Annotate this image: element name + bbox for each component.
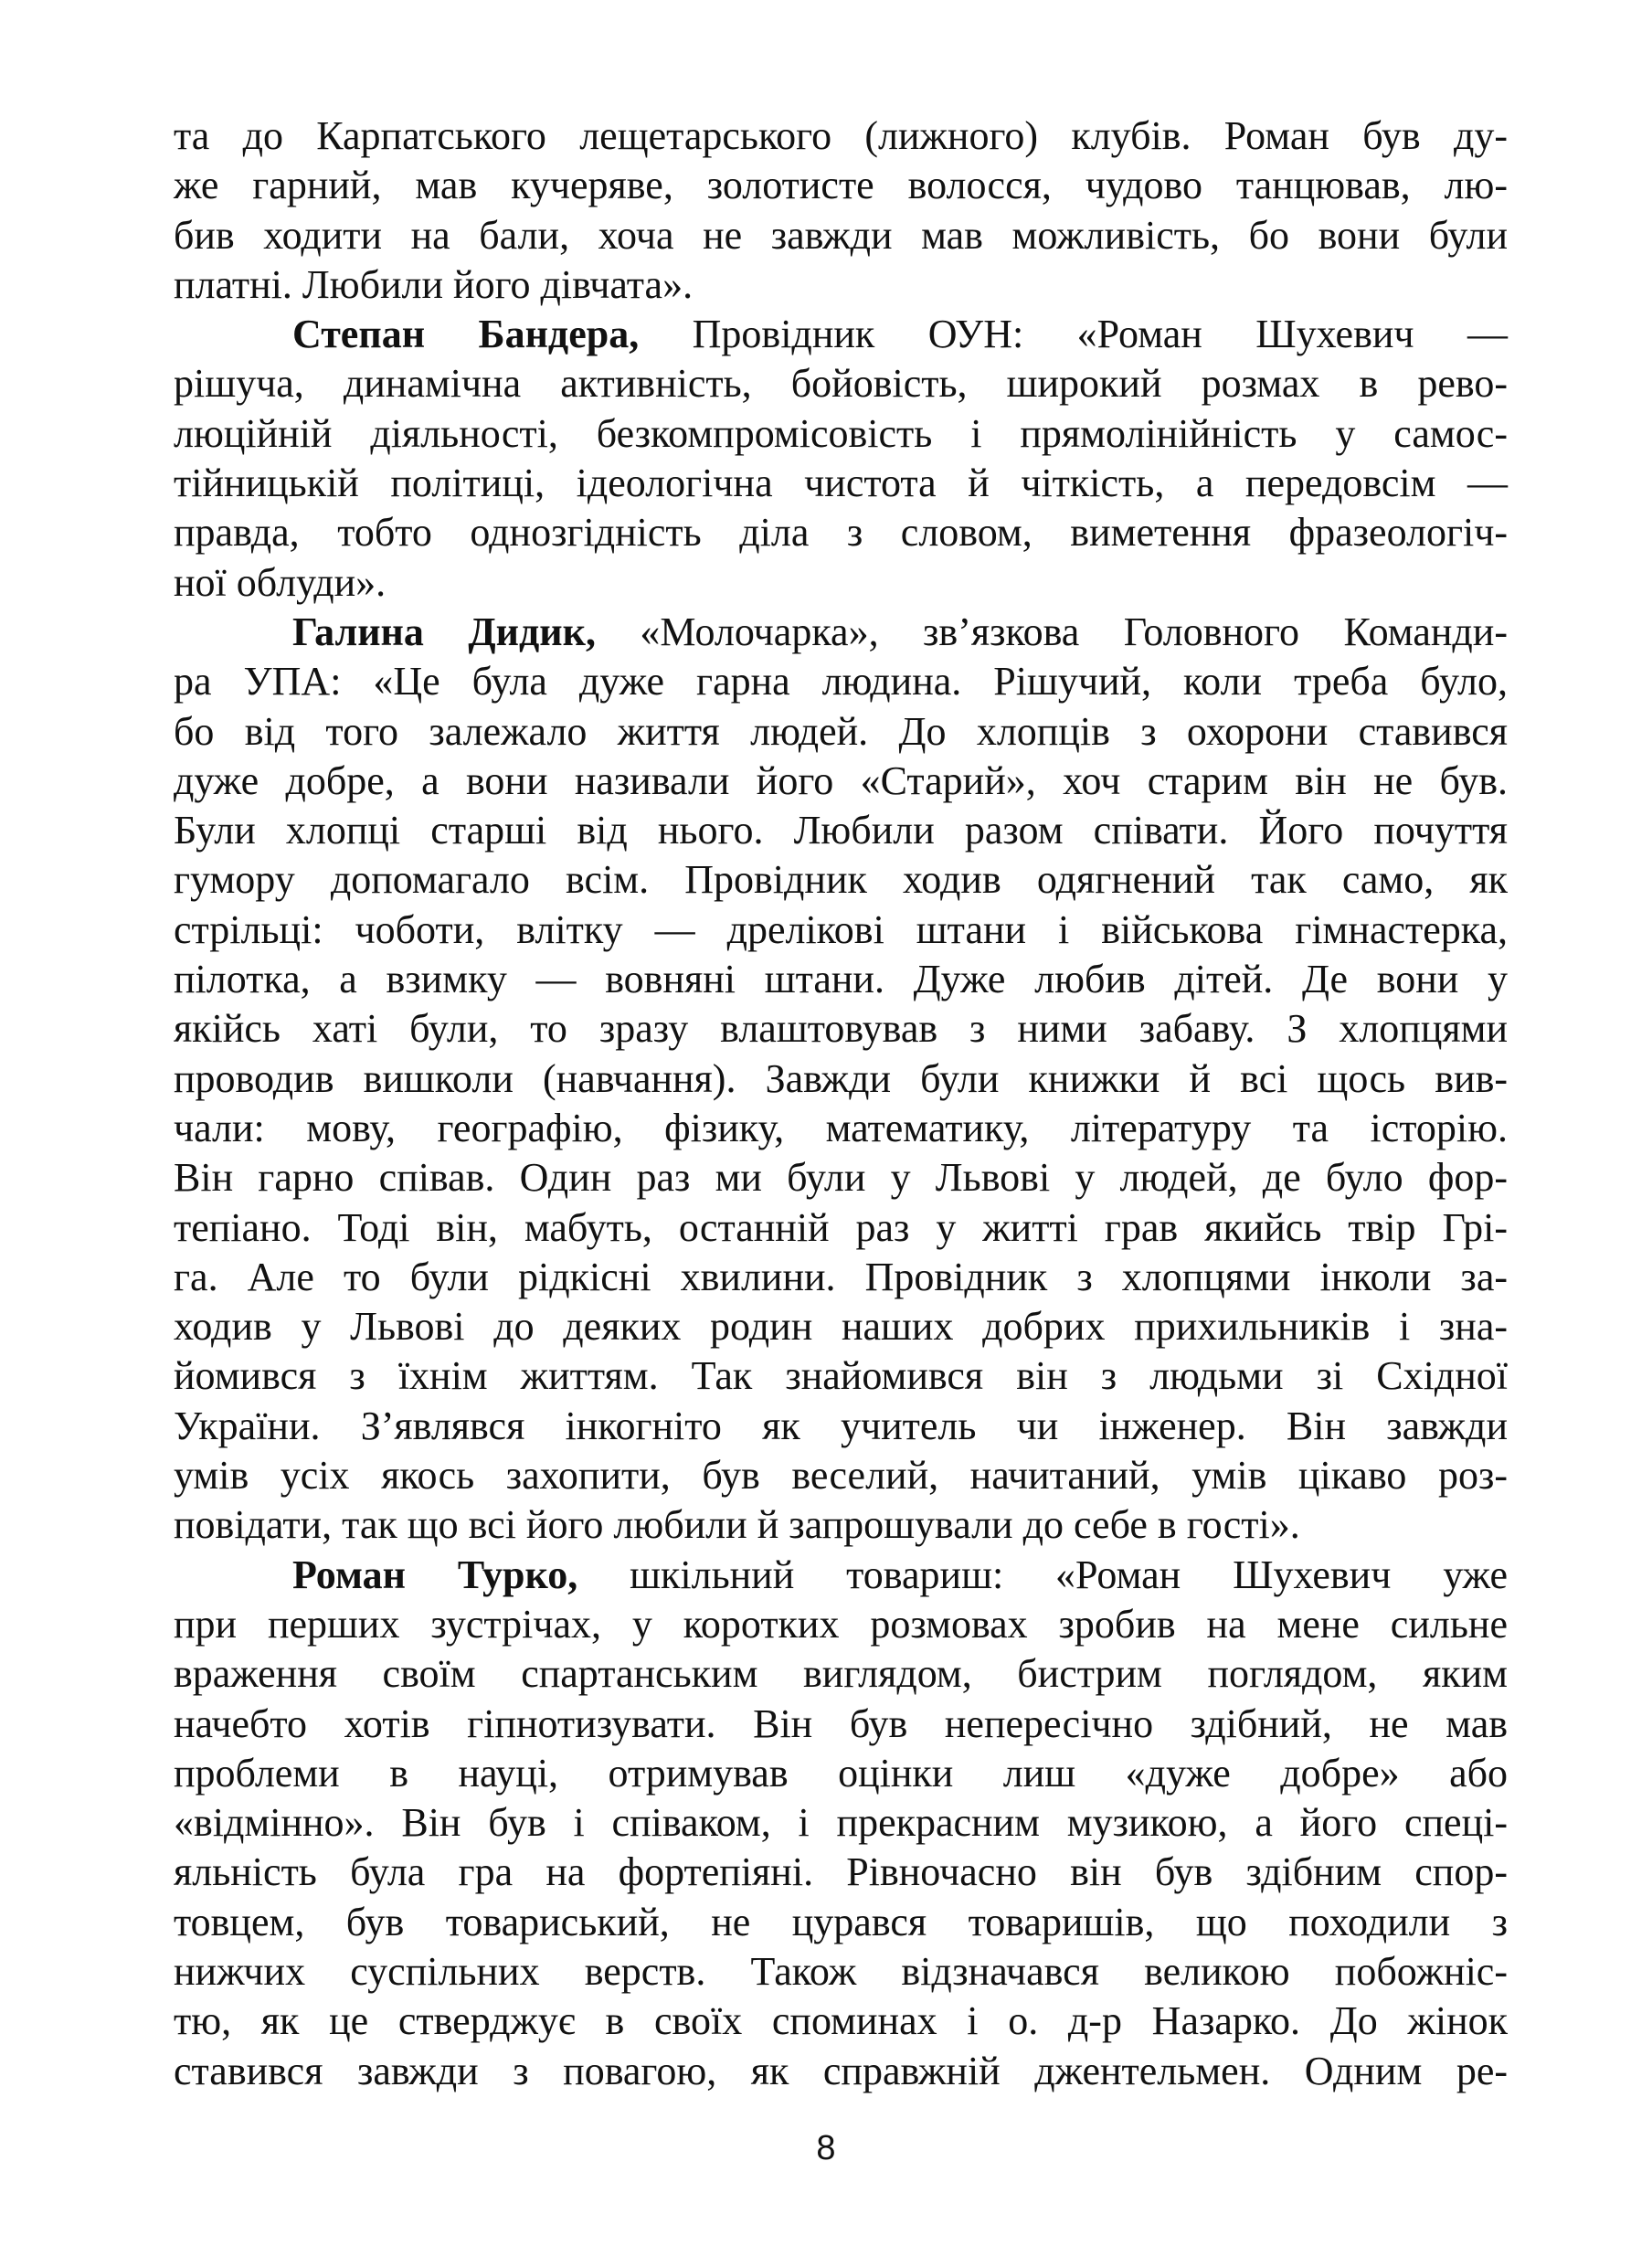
text-line [174, 310, 1508, 359]
body-text [174, 111, 1508, 2096]
text-line: же гарний, мав кучеряве, золотисте волосся, чудово танцював, лю- [174, 163, 1508, 208]
text-line: люційній діяльності, безкомпромісовість і прямолінійність у самос- [174, 410, 1508, 456]
paragraph-dydyk [174, 608, 1508, 1551]
line-text: Провідник ОУН: «Роман Шухевич — [639, 312, 1508, 357]
text-line: ставився завжди з повагою, як справжній джентельмен. Одним ре- [174, 2048, 1508, 2093]
paragraph-bandera [174, 310, 1508, 608]
line-text: «Молочарка», зв’язкова Головного Команди- [595, 609, 1508, 654]
speaker-name: Галина Дидик, [292, 609, 596, 654]
text-line: Він гарно співав. Один раз ми були у Львові у людей, де було фор- [174, 1155, 1508, 1201]
text-line: бо від того залежало життя людей. До хлопців з охорони ставився [174, 708, 1508, 754]
text-line: стрільці: чоботи, влітку — дрелікові штани і військова гімнастерка, [174, 906, 1508, 952]
text-line: рішуча, динамічна активність, бойовість, широкий розмах в рево- [174, 361, 1508, 407]
speaker-name: Роман Турко, [292, 1552, 578, 1597]
text-line: при перших зустрічах, у коротких розмовах зробив на мене сильне [174, 1601, 1508, 1647]
text-line: ходив у Львові до деяких родин наших добрих прихильників і зна- [174, 1304, 1508, 1350]
text-line: враження своїм спартанським виглядом, бистрим поглядом, яким [174, 1651, 1508, 1697]
text-line: начебто хотів гіпнотизувати. Він був непересічно здібний, не мав [174, 1700, 1508, 1746]
text-line: дуже добре, а вони називали його «Старий», хоч старим він не був. [174, 757, 1508, 803]
text-line: ної облуди». [174, 559, 387, 605]
text-line: йомився з їхнім життям. Так знайомився він з людьми зі Східної [174, 1353, 1508, 1399]
text-line: нижчих суспільних верств. Також відзначався великою побожніс- [174, 1948, 1508, 1994]
page-number: 8 [816, 2129, 836, 2167]
text-line: якійсь хаті були, то зразу влаштовував з ними забаву. З хлопцями [174, 1006, 1508, 1052]
text-line: бив ходити на бали, хоча не завжди мав можливість, бо вони були [174, 212, 1508, 258]
text-line: «відмінно». Він був і співаком, і прекрасним музикою, а його спеці- [174, 1800, 1508, 1846]
line-text: шкільний товариш: «Роман Шухевич уже [577, 1552, 1508, 1597]
text-line: тю, як це стверджує в своїх споминах і о. д-р Назарко. До жінок [174, 1998, 1508, 2044]
text-line: га. Але то були рідкісні хвилини. Провідник з хлопцями інколи за- [174, 1254, 1508, 1299]
text-line: повідати, так що всі його любили й запрошували до себе в гості». [174, 1502, 1300, 1548]
text-line: платні. Любили його дівчата». [174, 261, 694, 307]
text-line: та до Карпатського лещетарського (лижного) клубів. Роман був ду- [174, 113, 1508, 158]
text-line: України. З’являвся інкогніто як учитель чи інженер. Він завжди [174, 1403, 1508, 1448]
text-line [174, 1551, 1508, 1600]
text-line: правда, тобто однозгідність діла з словом, виметення фразеологіч- [174, 510, 1508, 556]
text-line: яльність була гра на фортепіяні. Рівночасно він був здібним спор- [174, 1849, 1508, 1895]
text-line: тепіано. Тоді він, мабуть, останній раз у житті грав якийсь твір Грі- [174, 1204, 1508, 1250]
text-line: товцем, був товариський, не цурався товаришів, що походили з [174, 1899, 1508, 1944]
text-line: ра УПА: «Це була дуже гарна людина. Рішучий, коли треба було, [174, 659, 1508, 704]
text-line: тійницькій політиці, ідеологічна чистота й чіткість, а передовсім — [174, 461, 1508, 506]
text-line: Були хлопці старші від нього. Любили разом співати. Його почуття [174, 808, 1508, 853]
text-line: проблеми в науці, отримував оцінки лиш «дуже добре» або [174, 1750, 1508, 1796]
speaker-name: Степан Бандера, [292, 312, 640, 357]
text-line: умів усіх якось захопити, був веселий, начитаний, умів цікаво роз- [174, 1453, 1508, 1499]
text-line: пілотка, а взимку — вовняні штани. Дуже любив дітей. Де вони у [174, 957, 1508, 1002]
text-line [174, 608, 1508, 657]
text-line: гумору допомагало всім. Провідник ходив одягнений так само, як [174, 857, 1508, 903]
paragraph-klubiv [174, 111, 1508, 310]
paragraph-turko [174, 1551, 1508, 2096]
text-line: чали: мову, географію, фізику, математику, літературу та історію. [174, 1105, 1508, 1150]
text-line: проводив вишколи (навчання). Завжди були книжки й всі щось вив- [174, 1055, 1508, 1101]
